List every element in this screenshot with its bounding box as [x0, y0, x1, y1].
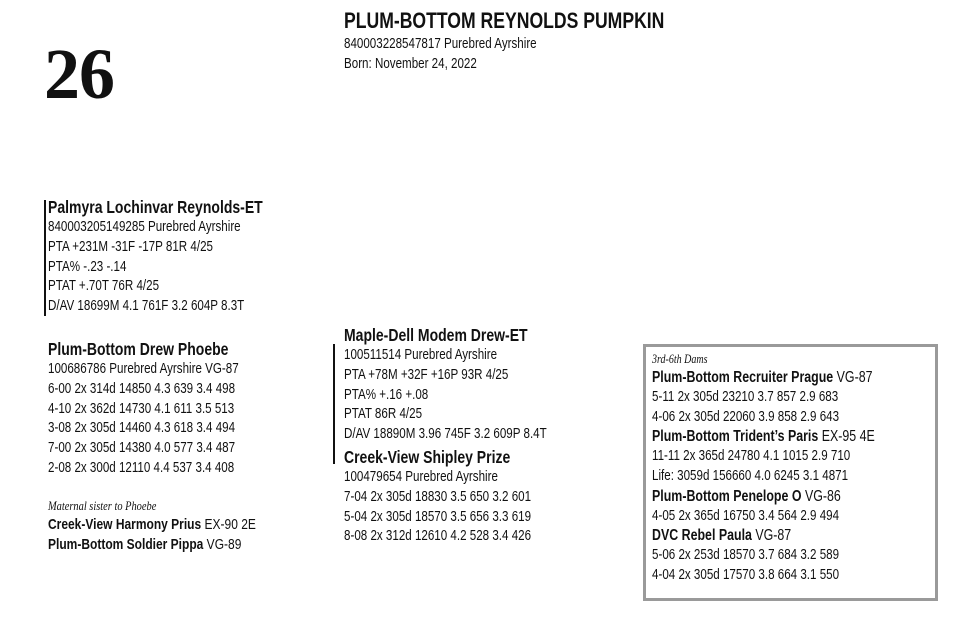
- animal-name: PLUM-BOTTOM REYNOLDS PUMPKIN: [344, 8, 665, 33]
- maternal-granddam-record: 5-04 2x 305d 18570 3.5 656 3.3 619: [344, 508, 532, 525]
- dam-record: 7-00 2x 305d 14380 4.0 577 3.4 487: [48, 440, 236, 457]
- dam-entry-record: 4-06 2x 305d 22060 3.9 858 2.9 643: [652, 408, 840, 425]
- maternal-grandsire-line: D/AV 18890M 3.96 745F 3.2 609P 8.4T: [344, 426, 547, 443]
- sire-line: PTA +231M -31F -17P 81R 4/25: [48, 238, 213, 255]
- sire-line: PTA% -.23 -.14: [48, 258, 127, 275]
- dam-entry-name: Plum-Bottom Penelope O VG-86: [652, 487, 841, 505]
- maternal-sister-caption: Maternal sister to Phoebe: [48, 498, 157, 513]
- animal-header: [344, 8, 664, 74]
- maternal-grandsire-line: PTAT 86R 4/25: [344, 406, 423, 423]
- dam-name: Plum-Bottom Drew Phoebe: [48, 339, 229, 359]
- maternal-granddam-record: 8-08 2x 312d 12610 4.2 528 3.4 426: [344, 528, 532, 545]
- maternal-granddam-name: Creek-View Shipley Prize: [344, 447, 511, 467]
- maternal-grandsire-bracket: [333, 344, 335, 464]
- dam-entry-record: 5-11 2x 305d 23210 3.7 857 2.9 683: [652, 388, 839, 405]
- sire-line: D/AV 18699M 4.1 761F 3.2 604P 8.3T: [48, 298, 245, 315]
- dam-entry-record: 4-05 2x 365d 16750 3.4 564 2.9 494: [652, 507, 840, 524]
- dam-entry-record: 11-11 2x 365d 24780 4.1 1015 2.9 710: [652, 448, 851, 465]
- dam-entry-name: Plum-Bottom Recruiter Prague VG-87: [652, 369, 873, 386]
- sire-bracket: [44, 200, 46, 316]
- dam-line: 100686786 Purebred Ayrshire VG-87: [48, 361, 239, 377]
- sire-block: [48, 196, 263, 317]
- maternal-sister-item: Creek-View Harmony Prius EX-90 2E: [48, 516, 256, 533]
- birth-date: Born: November 24, 2022: [344, 56, 477, 72]
- maternal-grandsire-line: 100511514 Purebred Ayrshire: [344, 347, 498, 363]
- lot-number: 26: [44, 34, 114, 114]
- maternal-sister-block: [48, 497, 256, 555]
- dam-record: 2-08 2x 300d 12110 4.4 537 3.4 408: [48, 459, 235, 476]
- maternal-grandsire-line: PTA +78M +32F +16P 93R 4/25: [344, 366, 509, 383]
- sire-line: 840003205149285 Purebred Ayrshire: [48, 219, 241, 235]
- dam-record: 6-00 2x 314d 14850 4.3 639 3.4 498: [48, 380, 236, 397]
- maternal-grandsire-line: PTA% +.16 +.08: [344, 386, 429, 403]
- dam-block: [48, 338, 239, 479]
- dams-box-caption: 3rd-6th Dams: [652, 352, 708, 366]
- dam-record: 4-10 2x 362d 14730 4.1 611 3.5 513: [48, 400, 235, 417]
- maternal-granddam-record: 7-04 2x 305d 18830 3.5 650 3.2 601: [344, 488, 532, 505]
- maternal-granddam-block: [344, 446, 531, 547]
- dam-entry-name: Plum-Bottom Trident’s Paris EX-95 4E: [652, 428, 875, 446]
- maternal-granddam-line: 100479654 Purebred Ayrshire: [344, 469, 498, 485]
- sire-line: PTAT +.70T 76R 4/25: [48, 278, 160, 295]
- dam-entry-name: DVC Rebel Paula VG-87: [652, 527, 792, 545]
- maternal-sister-item: Plum-Bottom Soldier Pippa VG-89: [48, 536, 242, 553]
- dams-box: [643, 344, 938, 601]
- sire-name: Palmyra Lochinvar Reynolds-ET: [48, 197, 263, 217]
- dams-box-content: [652, 351, 875, 586]
- dam-record: 3-08 2x 305d 14460 4.3 618 3.4 494: [48, 420, 236, 437]
- maternal-grandsire-name: Maple-Dell Modem Drew-ET: [344, 325, 528, 345]
- dam-entry-record: 4-04 2x 305d 17570 3.8 664 3.1 550: [652, 566, 840, 583]
- dam-entry-record: Life: 3059d 156660 4.0 6245 3.1 4871: [652, 467, 849, 484]
- dam-entry-record: 5-06 2x 253d 18570 3.7 684 3.2 589: [652, 547, 840, 564]
- registration-number: 840003228547817 Purebred Ayrshire: [344, 36, 537, 52]
- maternal-grandsire-block: [344, 324, 547, 445]
